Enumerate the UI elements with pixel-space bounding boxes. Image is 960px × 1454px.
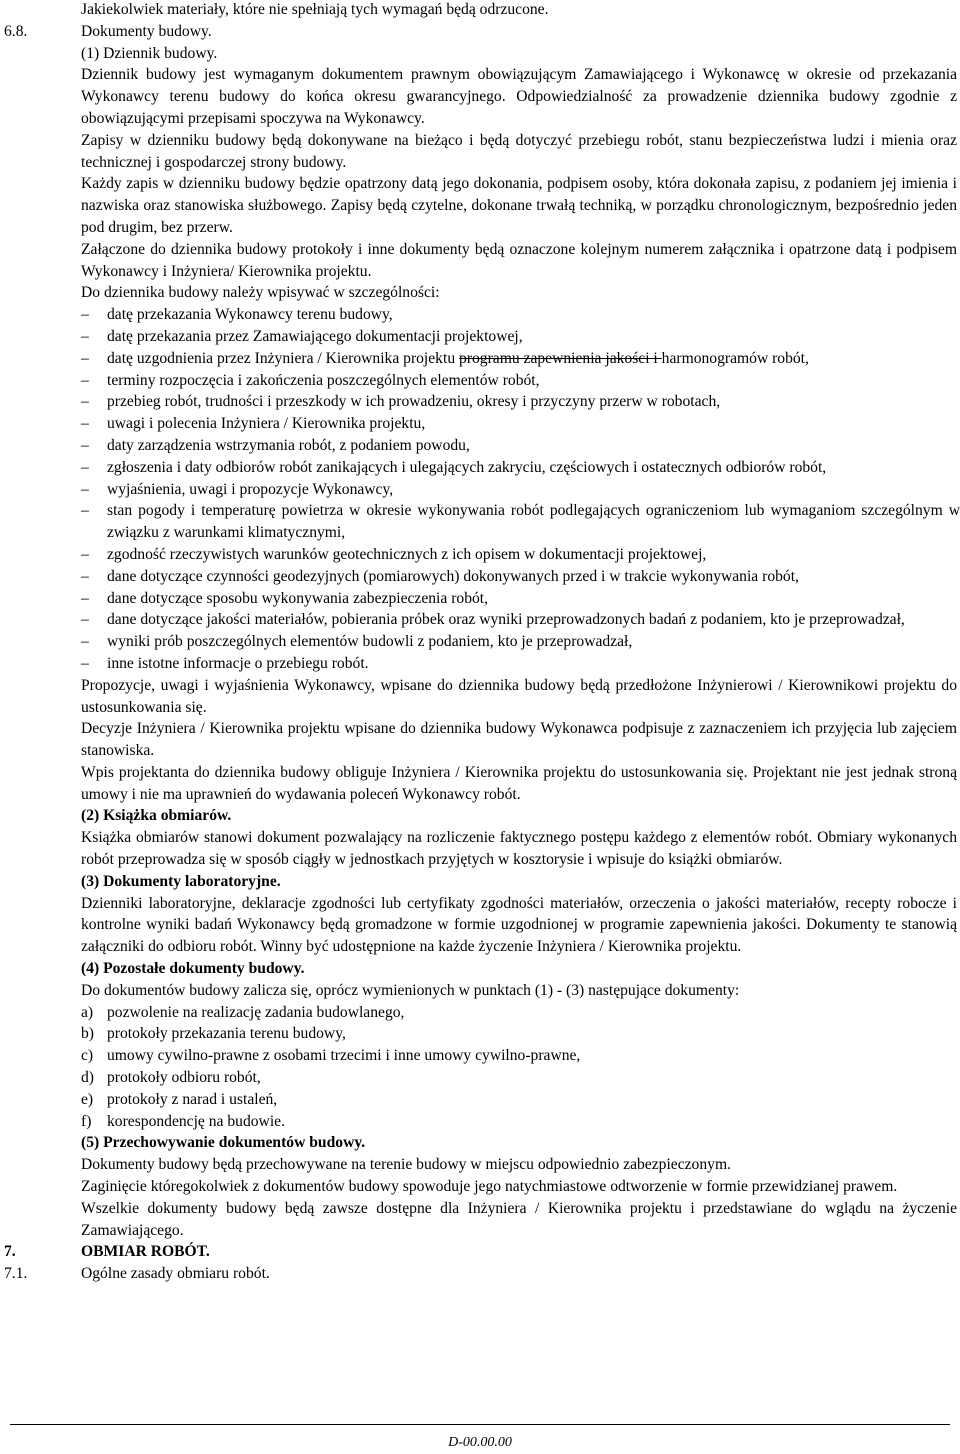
list-item xyxy=(0,348,960,370)
list-item-text: inne istotne informacje o przebiegu robót. xyxy=(107,654,369,672)
list-marker: d) xyxy=(81,1069,94,1087)
paragraph: Dzienniki laboratoryjne, deklaracje zgodności lub certyfikaty zgodności materiałów, orzeczenia o jakości materiałów, recepty robocze i kontrolne wyniki badań Wykonawcy będą gromadzone w formie uzgodnionej w programie zapewnienia jakości. Dokumenty te stanowią załączniki do odbioru robót. Winny być udostępnione na każde życzenie Inżyniera / Kierownika projektu. xyxy=(81,894,957,956)
list-item-text: przebieg robót, trudności i przeszkody w ich prowadzeniu, okresy i przyczyny przerw w robotach, xyxy=(107,393,721,411)
section-title: Dokumenty budowy. xyxy=(81,22,212,40)
dash-bullet: – xyxy=(81,589,89,607)
list-item-text: korespondencję na budowie. xyxy=(107,1112,285,1130)
text: Jakiekolwiek materiały, które nie spełniają tych wymagań będą odrzucone. xyxy=(81,1,549,18)
list-item-text: protokoły odbioru robót, xyxy=(107,1069,261,1087)
list-marker: f) xyxy=(81,1112,92,1130)
subsection-heading: (5) Przechowywanie dokumentów budowy. xyxy=(81,1134,366,1152)
struck-text: programu zapewnienia jakości i xyxy=(459,349,662,367)
list-marker: a) xyxy=(81,1003,94,1021)
list-item-text: zgłoszenia i daty odbiorów robót zanikających i ulegających zakryciu, częściowych i ostatecznych odbiorów robót, xyxy=(107,458,827,476)
list-item-text: datę przekazania Wykonawcy terenu budowy, xyxy=(107,306,393,324)
paragraph: Każdy zapis w dzienniku budowy będzie opatrzony datą jego dokonania, podpisem osoby, która dokonała zapisu, z podaniem jej imienia i nazwiska oraz stanowiska służbowego. Zapisy będą czytelne, dokonane trwałą techniką, w porządku chronologicznym, bezpośrednio jeden pod drugim, bez przerw. xyxy=(81,175,957,236)
subsection-heading xyxy=(0,43,960,65)
list-item-text: protokoły przekazania terenu budowy, xyxy=(107,1025,346,1043)
dash-bullet: – xyxy=(81,306,89,324)
list-item-text: dane dotyczące czynności geodezyjnych (pomiarowych) dokonywanych przed i w trakcie wykonywania robót, xyxy=(107,567,799,585)
list-item-text: harmonogramów robót, xyxy=(661,349,809,367)
list-item-text: datę przekazania przez Zamawiającego dokumentacji projektowej, xyxy=(107,327,523,345)
subsection-heading: (4) Pozostałe dokumenty budowy. xyxy=(81,960,305,978)
dash-bullet: – xyxy=(81,567,89,585)
list-item-text: terminy rozpoczęcia i zakończenia poszczególnych elementów robót, xyxy=(107,371,540,389)
list-item-text: wyniki prób poszczególnych elementów budowli z podaniem, kto je przeprowadzał, xyxy=(107,633,633,651)
list-item xyxy=(0,326,960,348)
list-item xyxy=(0,544,960,566)
dash-bullet: – xyxy=(81,502,89,520)
list-item xyxy=(0,566,960,588)
section-heading xyxy=(0,1241,960,1263)
dash-bullet: – xyxy=(81,633,89,651)
paragraph: Książka obmiarów stanowi dokument pozwalający na rozliczenie faktycznego postępu każdego z elementów robót. Obmiary wykonanych robót przeprowadza się w sposób ciągły w jednostkach przyjętych w kosztorysie i wpisuje do książki obmiarów. xyxy=(81,829,957,869)
list-item xyxy=(0,370,960,392)
list-item-text: dane dotyczące jakości materiałów, pobierania próbek oraz wyniki przeprowadzonych badań z podaniem, kto je przeprowadzał, xyxy=(107,611,905,629)
list-item-text: stan pogody i temperaturę powietrza w okresie wykonywania robót podlegających ograniczeniom lub wymaganiom szczególnym w związku z warunkami klimatycznymi, xyxy=(107,502,960,542)
footer-code: D-00.00.00 xyxy=(448,1435,512,1450)
list-item xyxy=(0,1067,960,1089)
list-item xyxy=(0,1089,960,1111)
subsection-heading: (3) Dokumenty laboratoryjne. xyxy=(81,872,281,890)
dash-bullet: – xyxy=(81,458,89,476)
footer-divider xyxy=(10,1424,950,1425)
list-marker: c) xyxy=(81,1047,94,1065)
list-item xyxy=(0,435,960,457)
list-marker: e) xyxy=(81,1090,94,1108)
list-item-text: dane dotyczące sposobu wykonywania zabezpieczenia robót, xyxy=(107,589,489,607)
list-item xyxy=(0,1111,960,1133)
paragraph: Wszelkie dokumenty budowy będą zawsze dostępne dla Inżyniera / Kierownika projektu i przedstawiane do wglądu na życzenie Zamawiającego. xyxy=(81,1199,957,1239)
section-heading xyxy=(0,1263,960,1285)
dash-bullet: – xyxy=(81,654,89,672)
list-item xyxy=(0,609,960,631)
paragraph: Zapisy w dzienniku budowy będą dokonywane na bieżąco i będą dotyczyć przebiegu robót, stanu bezpieczeństwa ludzi i mienia oraz technicznej i gospodarczej strony budowy. xyxy=(81,131,957,171)
dash-bullet: – xyxy=(81,480,89,498)
dash-bullet: – xyxy=(81,371,89,389)
subsection-title: (1) Dziennik budowy. xyxy=(81,44,218,62)
subsection-heading: (2) Książka obmiarów. xyxy=(81,807,232,825)
paragraph: Dziennik budowy jest wymaganym dokumentem prawnym obowiązującym Zamawiającego i Wykonawcę w okresie od przekazania Wykonawcy terenu budowy do końca okresu gwarancyjnego. Odpowiedzialność za prowadzenie dziennika budowy zgodnie z obowiązującymi przepisami spoczywa na Wykonawcy. xyxy=(81,66,957,127)
section-title: Ogólne zasady obmiaru robót. xyxy=(81,1265,270,1283)
list-marker: b) xyxy=(81,1025,94,1043)
list-item-text: protokoły z narad i ustaleń, xyxy=(107,1090,278,1108)
section-title: OBMIAR ROBÓT. xyxy=(81,1243,210,1261)
paragraph: Decyzje Inżyniera / Kierownika projektu wpisane do dziennika budowy Wykonawca podpisuje z zaznaczeniem ich przyjęcia lub zajęciem stanowiska. xyxy=(81,720,957,760)
paragraph: Propozycje, uwagi i wyjaśnienia Wykonawcy, wpisane do dziennika budowy będą przedłożone Inżynierowi / Kierownikowi projektu do ustosunkowania się. xyxy=(81,676,957,716)
list-item xyxy=(0,479,960,501)
dash-bullet: – xyxy=(81,611,89,629)
list-item-text: zgodność rzeczywistych warunków geotechnicznych z ich opisem w dokumentacji projektowej, xyxy=(107,545,707,563)
dash-bullet: – xyxy=(81,327,89,345)
paragraph: Załączone do dziennika budowy protokoły i inne dokumenty będą oznaczone kolejnym numerem załącznika i opatrzone datą i podpisem Wykonawcy i Inżyniera/ Kierownika projektu. xyxy=(81,240,957,280)
section-number: 7. xyxy=(4,1243,16,1261)
dash-bullet: – xyxy=(81,436,89,454)
list-item xyxy=(0,588,960,610)
paragraph xyxy=(0,0,960,21)
list-item xyxy=(0,1023,960,1045)
dash-bullet: – xyxy=(81,415,89,433)
list-item xyxy=(0,391,960,413)
section-number: 7.1. xyxy=(4,1265,28,1283)
paragraph: Wpis projektanta do dziennika budowy obliguje Inżyniera / Kierownika projektu do ustosunkowania się. Projektant nie jest jednak stroną umowy i nie ma uprawnień do wydawania poleceń Wykonawcy robót. xyxy=(81,763,957,803)
list-item-text: umowy cywilno-prawne z osobami trzecimi i inne umowy cywilno-prawne, xyxy=(107,1047,581,1065)
paragraph: Do dziennika budowy należy wpisywać w szczególności: xyxy=(81,284,440,302)
dash-bullet: – xyxy=(81,545,89,563)
section-heading xyxy=(0,21,960,43)
section-number: 6.8. xyxy=(4,22,28,40)
list-item xyxy=(0,631,960,653)
list-item xyxy=(0,1045,960,1067)
list-item-text: wyjaśnienia, uwagi i propozycje Wykonawcy, xyxy=(107,480,394,498)
list-item xyxy=(0,457,960,479)
dash-bullet: – xyxy=(81,349,89,367)
paragraph: Do dokumentów budowy zalicza się, oprócz wymienionych w punktach (1) - (3) następujące dokumenty: xyxy=(81,981,740,999)
list-item xyxy=(0,500,960,544)
list-item xyxy=(0,304,960,326)
list-item xyxy=(0,653,960,675)
list-item-text: uwagi i polecenia Inżyniera / Kierownika projektu, xyxy=(107,415,426,433)
list-item-text: daty zarządzenia wstrzymania robót, z podaniem powodu, xyxy=(107,436,470,454)
dash-bullet: – xyxy=(81,393,89,411)
list-item xyxy=(0,1002,960,1024)
list-item-text: pozwolenie na realizację zadania budowlanego, xyxy=(107,1003,405,1021)
list-item xyxy=(0,413,960,435)
list-item-text: datę uzgodnienia przez Inżyniera / Kierownika projektu xyxy=(107,349,460,367)
paragraph: Zaginięcie któregokolwiek z dokumentów budowy spowoduje jego natychmiastowe odtworzenie w formie przewidzianej prawem. xyxy=(81,1178,898,1196)
paragraph: Dokumenty budowy będą przechowywane na terenie budowy w miejscu odpowiednio zabezpieczonym. xyxy=(81,1156,731,1174)
